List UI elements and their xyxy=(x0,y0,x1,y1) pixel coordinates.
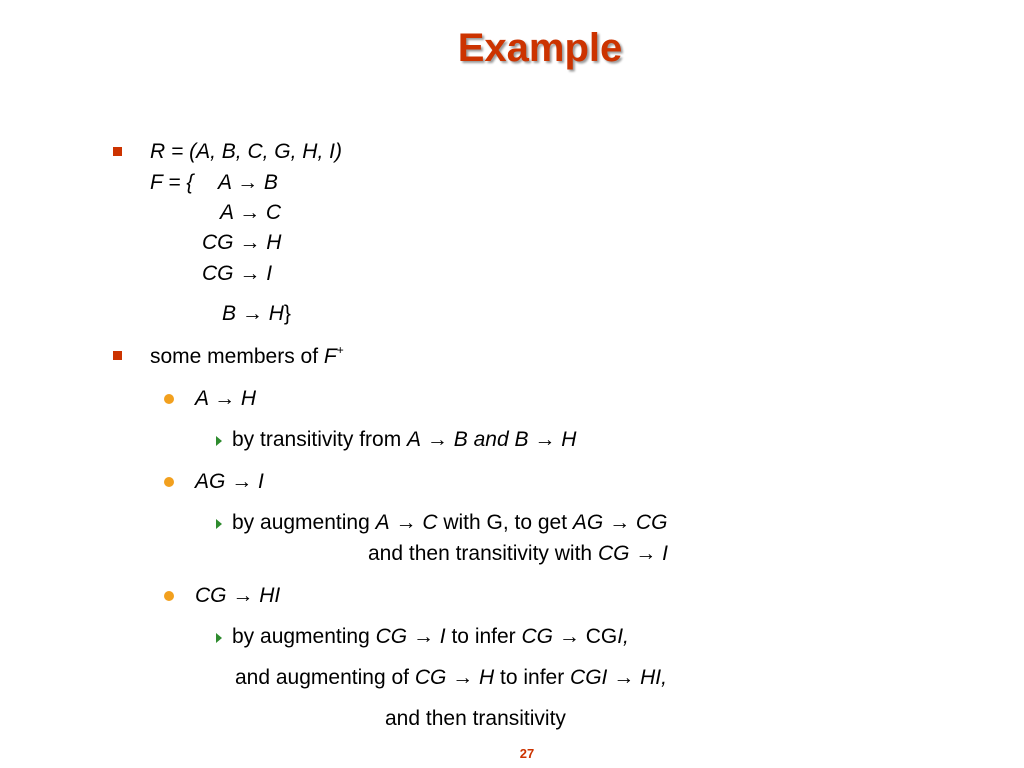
item-2-justification-line-2 xyxy=(368,541,668,567)
f-set-close: } xyxy=(283,302,291,325)
arrow-icon: → xyxy=(558,625,580,648)
fd-1-rhs: B xyxy=(263,171,278,194)
dot-bullet-icon xyxy=(164,394,174,404)
arrow-icon: → xyxy=(231,470,253,493)
item-2-line2-text: and then transitivity with xyxy=(368,542,598,565)
item-1-sub-a: A xyxy=(407,428,422,451)
item-2-justification xyxy=(232,510,667,536)
fd-3 xyxy=(202,230,281,256)
item-3-fd xyxy=(195,583,280,609)
arrow-icon: → xyxy=(613,666,635,689)
item-3-sub-i: I xyxy=(439,625,446,648)
item-3-line2-cgi: CGI xyxy=(570,666,608,689)
item-1-sub-h: H xyxy=(561,428,577,451)
item-1-sub-b: B xyxy=(453,428,468,451)
item-3-justification xyxy=(232,624,629,650)
item-2-sub-a: A xyxy=(375,511,390,534)
item-2-rhs: I xyxy=(258,470,264,493)
item-2-sub-ag: AG xyxy=(572,511,604,534)
arrow-icon: → xyxy=(232,584,254,607)
item-3-sub-cg: CG xyxy=(375,625,408,648)
item-3-line2-cg: CG xyxy=(414,666,447,689)
f-set-open: F = { xyxy=(150,171,194,194)
fd-2 xyxy=(220,200,281,226)
dot-bullet-icon xyxy=(164,477,174,487)
item-1-sub-text: by transitivity from xyxy=(232,428,408,451)
fd-4-lhs: CG xyxy=(202,262,234,285)
fd-4 xyxy=(202,261,272,287)
item-3-rhs: HI xyxy=(259,584,281,607)
item-3-line2-hi: HI, xyxy=(640,666,667,689)
page-number: 27 xyxy=(519,746,535,761)
arrow-icon: → xyxy=(426,428,448,451)
item-2-sub-cg: CG xyxy=(635,511,668,534)
item-3-sub-cgi-i: I, xyxy=(617,625,629,648)
fd-5 xyxy=(222,301,291,327)
item-3-justification-line-2 xyxy=(235,665,667,691)
relation-r-line: R = (A, B, C, G, H, I) xyxy=(150,140,342,163)
arrow-icon: → xyxy=(534,428,556,451)
item-3-sub-cg2: CG xyxy=(521,625,554,648)
item-3-sub-text: by augmenting xyxy=(232,625,376,648)
members-label: some members of xyxy=(150,345,324,368)
square-bullet-icon xyxy=(113,351,122,360)
fd-1 xyxy=(218,170,278,196)
dot-bullet-icon xyxy=(164,591,174,601)
item-2-sub-with: with G, to get xyxy=(437,511,573,534)
item-3-lhs: CG xyxy=(195,584,227,607)
item-2-lhs: AG xyxy=(195,470,226,493)
item-2-fd xyxy=(195,469,264,495)
arrow-icon: → xyxy=(237,171,259,194)
arrow-icon: → xyxy=(609,511,631,534)
fd-4-rhs: I xyxy=(266,262,273,285)
fd-5-lhs: B xyxy=(222,302,237,325)
item-1-fd xyxy=(195,386,256,412)
arrow-icon: → xyxy=(239,201,261,224)
square-bullet-icon xyxy=(113,147,122,156)
fd-2-rhs: C xyxy=(265,201,282,224)
arrow-icon: → xyxy=(635,542,657,565)
item-1-rhs: H xyxy=(240,387,257,410)
item-1-lhs: A xyxy=(195,387,209,410)
members-f: F xyxy=(323,345,337,368)
fd-1-lhs: A xyxy=(218,171,232,194)
item-2-sub-text: by augmenting xyxy=(232,511,376,534)
arrow-icon: → xyxy=(239,231,261,254)
item-1-sub-b2: B xyxy=(514,428,529,451)
item-3-line2-h: H xyxy=(479,666,495,689)
arrow-icon: → xyxy=(214,387,236,410)
item-1-sub-and: and xyxy=(467,428,515,451)
fd-3-rhs: H xyxy=(266,231,282,254)
item-2-sub-c: C xyxy=(422,511,438,534)
slide-title: Example xyxy=(457,26,623,70)
arrow-icon: → xyxy=(239,262,261,285)
arrow-icon: → xyxy=(395,511,417,534)
item-3-sub-infer: to infer xyxy=(445,625,522,648)
item-1-justification xyxy=(232,427,576,453)
arrow-icon: → xyxy=(241,302,263,325)
arrow-icon: → xyxy=(452,666,474,689)
triangle-bullet-icon xyxy=(216,633,222,643)
members-heading xyxy=(150,344,344,370)
item-2-line2-i: I xyxy=(662,542,668,565)
item-2-line2-cg: CG xyxy=(597,542,630,565)
fd-5-rhs: H xyxy=(268,302,284,325)
item-3-sub-cgi-plain: CG xyxy=(585,625,618,648)
fd-2-lhs: A xyxy=(220,201,234,224)
item-3-line2-infer: to infer xyxy=(494,666,571,689)
arrow-icon: → xyxy=(412,625,434,648)
triangle-bullet-icon xyxy=(216,436,222,446)
fd-3-lhs: CG xyxy=(202,231,234,254)
members-plus: + xyxy=(336,343,344,357)
item-3-justification-line-3: and then transitivity xyxy=(385,707,566,730)
triangle-bullet-icon xyxy=(216,519,222,529)
item-3-line2-text: and augmenting of xyxy=(235,666,415,689)
